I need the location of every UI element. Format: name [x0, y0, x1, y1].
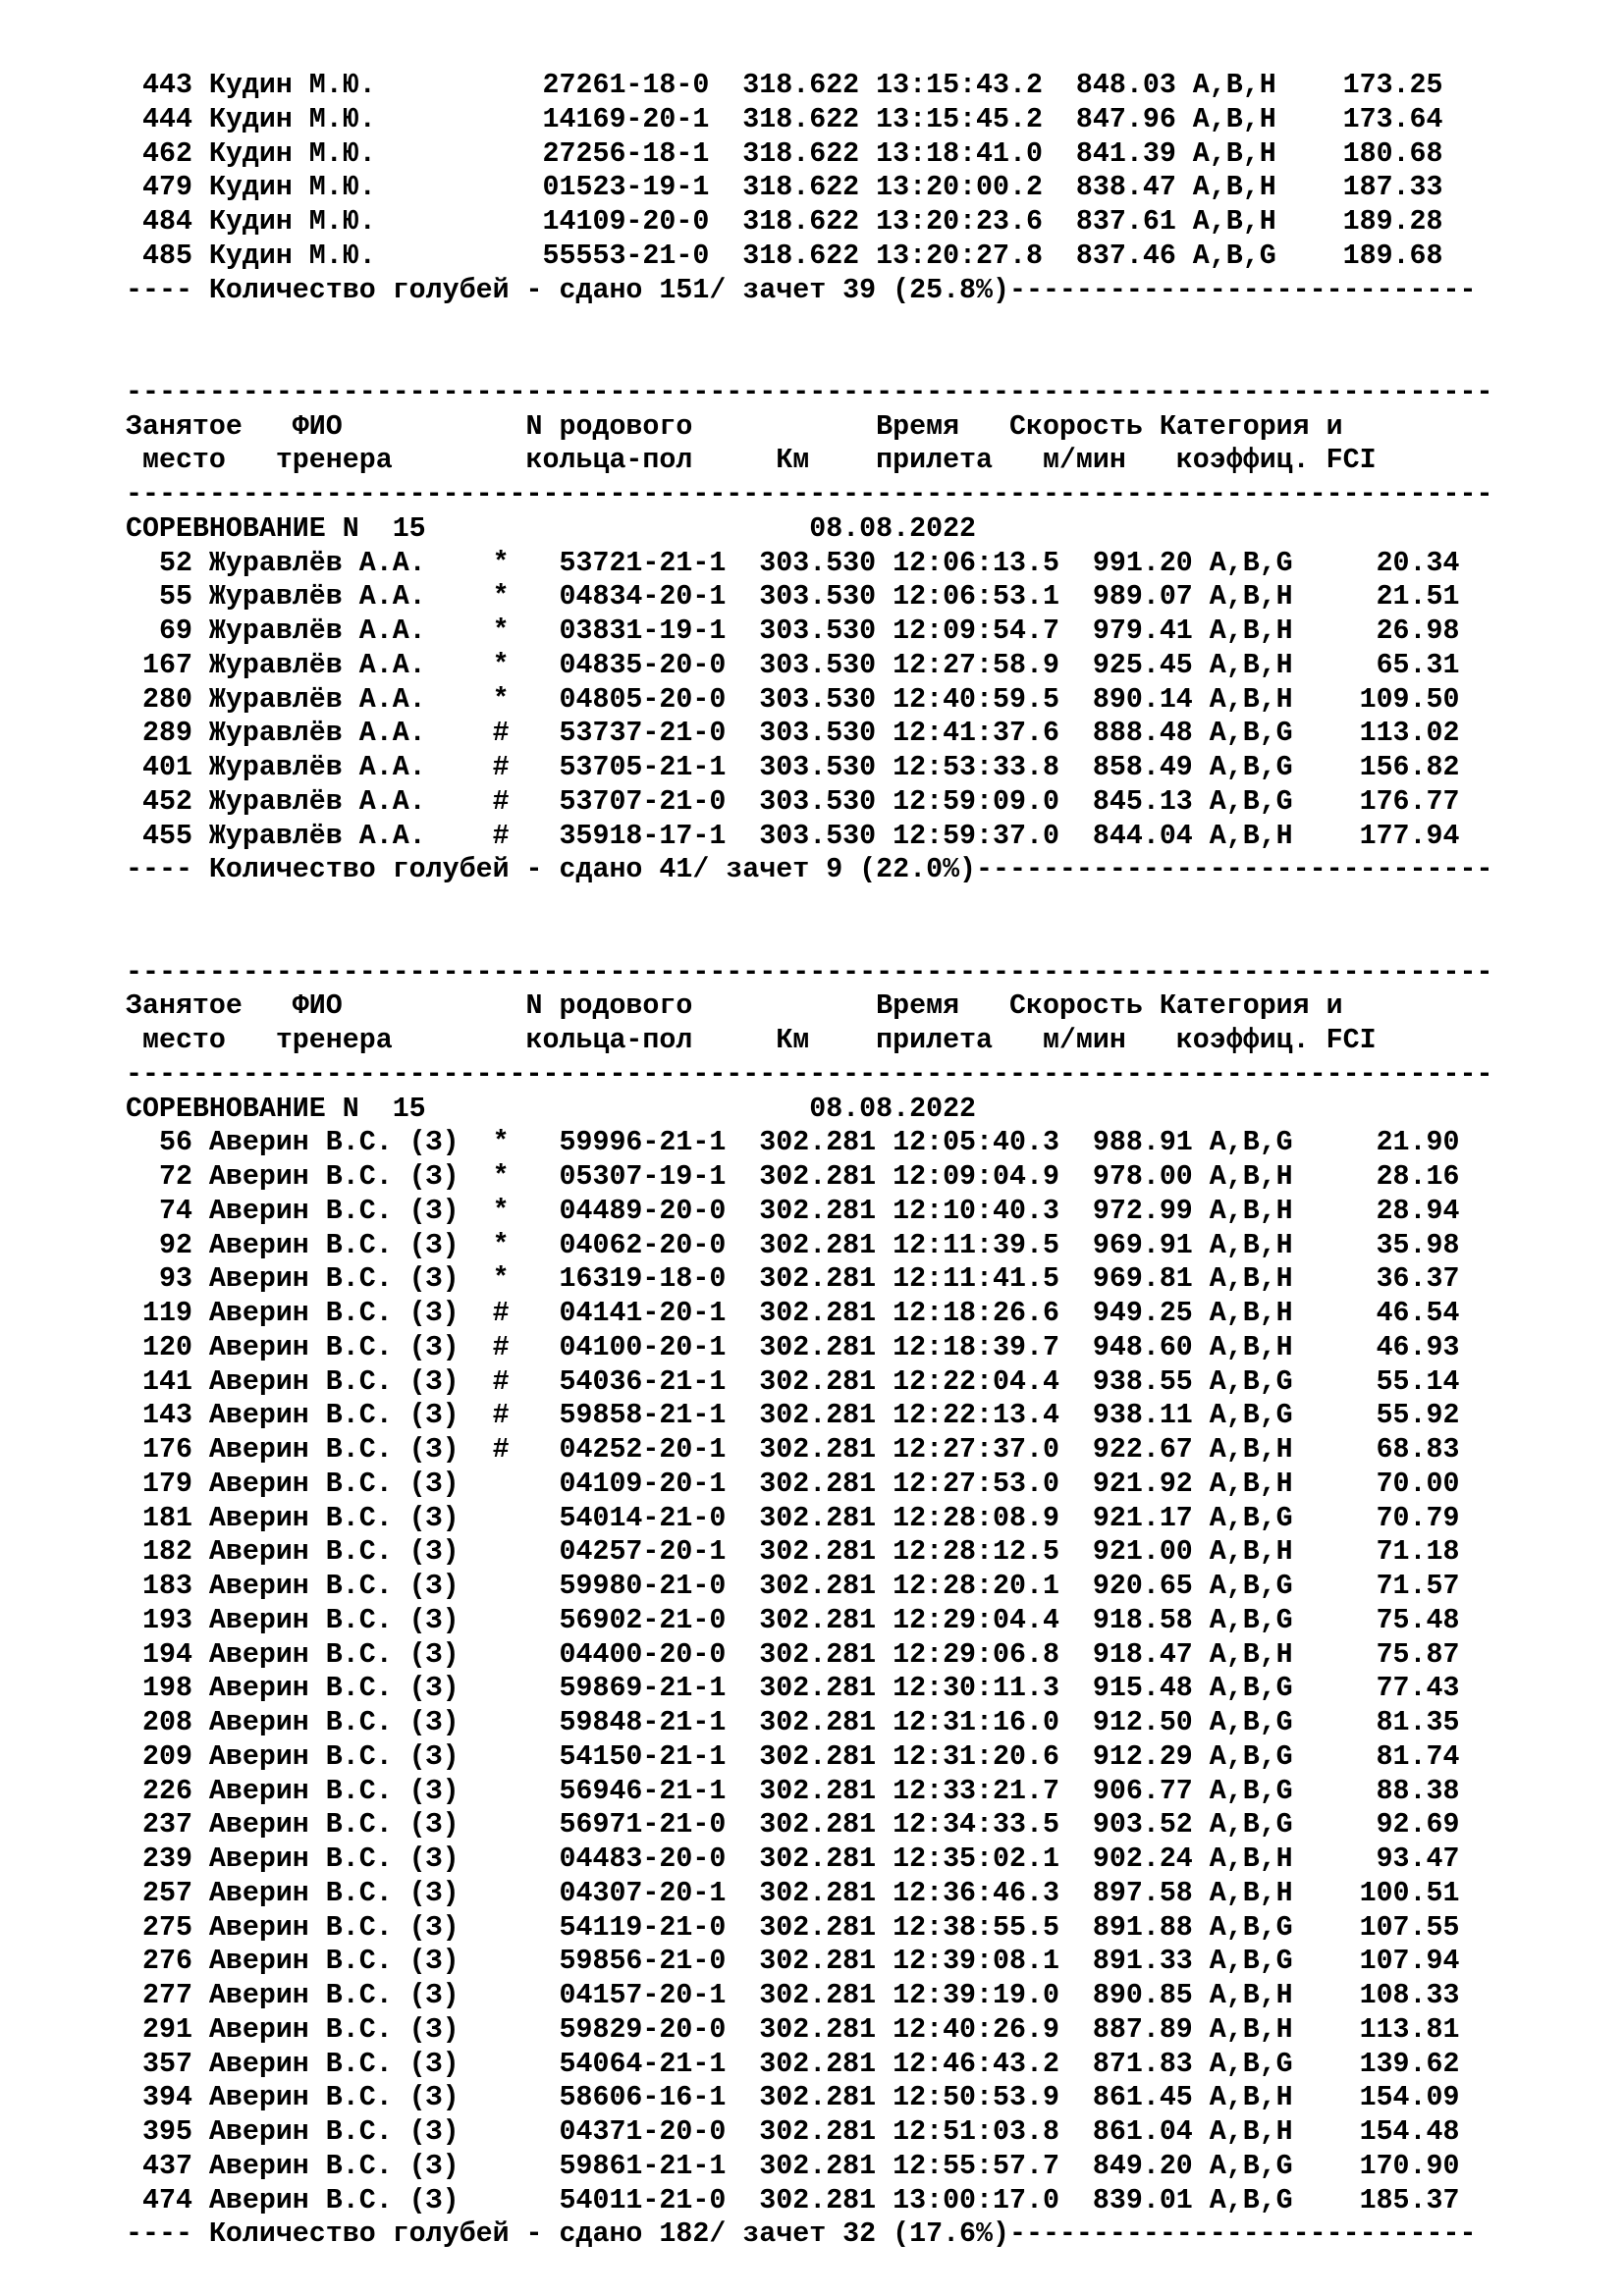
competition-title: СОРЕВНОВАНИЕ N 15 08.08.2022 [126, 1093, 977, 1125]
table-row: 479 Кудин М.Ю. 01523-19-1 318.622 13:20:00.2 838.47 A,B,H 187.33 [126, 172, 1443, 204]
competition-section [126, 69, 1598, 307]
table-row: 93 Аверин В.С. (З) * 16319-18-0 302.281 12:11:41.5 969.81 A,B,H 36.37 [126, 1263, 1460, 1296]
table-row: 182 Аверин В.С. (З) 04257-20-1 302.281 12:28:12.5 921.00 A,B,H 71.18 [126, 1536, 1460, 1569]
table-row: 183 Аверин В.С. (З) 59980-21-0 302.281 12:28:20.1 920.65 A,B,G 71.57 [126, 1571, 1460, 1602]
table-row: 120 Аверин В.С. (З) # 04100-20-1 302.281 12:18:39.7 948.60 A,B,H 46.93 [126, 1331, 1460, 1363]
blank-line [126, 887, 1598, 922]
table-row: 239 Аверин В.С. (З) 04483-20-0 302.281 12:35:02.1 902.24 A,B,H 93.47 [126, 1843, 1460, 1875]
table-row: 237 Аверин В.С. (З) 56971-21-0 302.281 12:34:33.5 903.52 A,B,G 92.69 [126, 1809, 1460, 1842]
table-row: 167 Журавлёв А.А. * 04835-20-0 303.530 12:27:58.9 925.45 A,B,H 65.31 [126, 649, 1460, 681]
blank-line [126, 342, 1598, 376]
table-row: 395 Аверин В.С. (З) 04371-20-0 302.281 12:51:03.8 861.04 A,B,H 154.48 [126, 2116, 1460, 2148]
separator-line: ---------------------------------------------------------------------------------- [126, 479, 1493, 510]
table-header-line: Занятое ФИО N родового Время Скорость Категория и [126, 990, 1343, 1023]
table-row: 56 Аверин В.С. (З) * 59996-21-1 302.281 12:05:40.3 988.91 A,B,G 21.90 [126, 1127, 1460, 1159]
table-row: 52 Журавлёв А.А. * 53721-21-1 303.530 12:06:13.5 991.20 A,B,G 20.34 [126, 547, 1460, 579]
table-row: 119 Аверин В.С. (З) # 04141-20-1 302.281 12:18:26.6 949.25 A,B,H 46.54 [126, 1298, 1460, 1329]
table-row: 176 Аверин В.С. (З) # 04252-20-1 302.281 12:27:37.0 922.67 A,B,H 68.83 [126, 1434, 1460, 1466]
table-row: 143 Аверин В.С. (З) # 59858-21-1 302.281 12:22:13.4 938.11 A,B,G 55.92 [126, 1400, 1460, 1432]
table-row: 474 Аверин В.С. (З) 54011-21-0 302.281 13:00:17.0 839.01 A,B,G 185.37 [126, 2184, 1460, 2216]
table-row: 485 Кудин М.Ю. 55553-21-0 318.622 13:20:27.8 837.46 A,B,G 189.68 [126, 240, 1443, 272]
table-row: 181 Аверин В.С. (З) 54014-21-0 302.281 12:28:08.9 921.17 A,B,G 70.79 [126, 1502, 1460, 1534]
table-header-line: место тренера кольца-пол Км прилета м/мин коэффиц. FCI [126, 445, 1377, 477]
table-row: 455 Журавлёв А.А. # 35918-17-1 303.530 12:59:37.0 844.04 A,B,H 177.94 [126, 820, 1460, 852]
table-row: 55 Журавлёв А.А. * 04834-20-1 303.530 12:06:53.1 989.07 A,B,H 21.51 [126, 581, 1460, 614]
summary-line: ---- Количество голубей - сдано 151/ зачет 39 (25.8%)---------------------------- [126, 274, 1477, 306]
summary-line: ---- Количество голубей - сдано 182/ зачет 32 (17.6%)---------------------------- [126, 2218, 1477, 2251]
table-row: 194 Аверин В.С. (З) 04400-20-0 302.281 12:29:06.8 918.47 A,B,H 75.87 [126, 1638, 1460, 1671]
table-row: 357 Аверин В.С. (З) 54064-21-1 302.281 12:46:43.2 871.83 A,B,G 139.62 [126, 2048, 1460, 2080]
table-row: 141 Аверин В.С. (З) # 54036-21-1 302.281 12:22:04.4 938.55 A,B,G 55.14 [126, 1365, 1460, 1398]
separator-line: ---------------------------------------------------------------------------------- [126, 1058, 1493, 1091]
table-row: 208 Аверин В.С. (З) 59848-21-1 302.281 12:31:16.0 912.50 A,B,G 81.35 [126, 1707, 1460, 1738]
table-header-line: Занятое ФИО N родового Время Скорость Категория и [126, 410, 1343, 443]
results-report [126, 69, 1598, 2252]
table-row: 209 Аверин В.С. (З) 54150-21-1 302.281 12:31:20.6 912.29 A,B,G 81.74 [126, 1740, 1460, 1773]
table-row: 443 Кудин М.Ю. 27261-18-0 318.622 13:15:43.2 848.03 A,B,H 173.25 [126, 70, 1443, 101]
separator-line: ---------------------------------------------------------------------------------- [126, 956, 1493, 988]
table-row: 394 Аверин В.С. (З) 58606-16-1 302.281 12:50:53.9 861.45 A,B,H 154.09 [126, 2082, 1460, 2114]
competition-section [126, 887, 1598, 2252]
table-row: 69 Журавлёв А.А. * 03831-19-1 303.530 12:09:54.7 979.41 A,B,H 26.98 [126, 615, 1460, 647]
table-row: 291 Аверин В.С. (З) 59829-20-0 302.281 12:40:26.9 887.89 A,B,H 113.81 [126, 2013, 1460, 2046]
competition-section [126, 307, 1598, 887]
table-row: 444 Кудин М.Ю. 14169-20-1 318.622 13:15:45.2 847.96 A,B,H 173.64 [126, 103, 1443, 135]
table-header-line: место тренера кольца-пол Км прилета м/мин коэффиц. FCI [126, 1025, 1377, 1056]
blank-line [126, 922, 1598, 956]
separator-line: ---------------------------------------------------------------------------------- [126, 376, 1493, 408]
table-row: 484 Кудин М.Ю. 14109-20-0 318.622 13:20:23.6 837.61 A,B,H 189.28 [126, 206, 1443, 238]
competition-title: СОРЕВНОВАНИЕ N 15 08.08.2022 [126, 512, 977, 545]
table-row: 452 Журавлёв А.А. # 53707-21-0 303.530 12:59:09.0 845.13 A,B,G 176.77 [126, 785, 1460, 818]
table-row: 437 Аверин В.С. (З) 59861-21-1 302.281 12:55:57.7 849.20 A,B,G 170.90 [126, 2150, 1460, 2182]
table-row: 179 Аверин В.С. (З) 04109-20-1 302.281 12:27:53.0 921.92 A,B,H 70.00 [126, 1468, 1460, 1500]
summary-line: ---- Количество голубей - сдано 41/ зачет 9 (22.0%)------------------------------- [126, 854, 1493, 886]
table-row: 226 Аверин В.С. (З) 56946-21-1 302.281 12:33:21.7 906.77 A,B,G 88.38 [126, 1775, 1460, 1807]
table-row: 289 Журавлёв А.А. # 53737-21-0 303.530 12:41:37.6 888.48 A,B,G 113.02 [126, 718, 1460, 750]
table-row: 280 Журавлёв А.А. * 04805-20-0 303.530 12:40:59.5 890.14 A,B,H 109.50 [126, 683, 1460, 716]
table-row: 193 Аверин В.С. (З) 56902-21-0 302.281 12:29:04.4 918.58 A,B,G 75.48 [126, 1604, 1460, 1636]
table-row: 198 Аверин В.С. (З) 59869-21-1 302.281 12:30:11.3 915.48 A,B,G 77.43 [126, 1673, 1460, 1705]
table-row: 74 Аверин В.С. (З) * 04489-20-0 302.281 12:10:40.3 972.99 A,B,H 28.94 [126, 1195, 1460, 1227]
table-row: 257 Аверин В.С. (З) 04307-20-1 302.281 12:36:46.3 897.58 A,B,H 100.51 [126, 1877, 1460, 1909]
table-row: 276 Аверин В.С. (З) 59856-21-0 302.281 12:39:08.1 891.33 A,B,G 107.94 [126, 1946, 1460, 1978]
table-row: 277 Аверин В.С. (З) 04157-20-1 302.281 12:39:19.0 890.85 A,B,H 108.33 [126, 1980, 1460, 2011]
table-row: 92 Аверин В.С. (З) * 04062-20-0 302.281 12:11:39.5 969.91 A,B,H 35.98 [126, 1229, 1460, 1261]
table-row: 275 Аверин В.С. (З) 54119-21-0 302.281 12:38:55.5 891.88 A,B,G 107.55 [126, 1911, 1460, 1944]
blank-line [126, 307, 1598, 342]
table-row: 462 Кудин М.Ю. 27256-18-1 318.622 13:18:41.0 841.39 A,B,H 180.68 [126, 137, 1443, 170]
table-row: 72 Аверин В.С. (З) * 05307-19-1 302.281 12:09:04.9 978.00 A,B,H 28.16 [126, 1161, 1460, 1193]
table-row: 401 Журавлёв А.А. # 53705-21-1 303.530 12:53:33.8 858.49 A,B,G 156.82 [126, 752, 1460, 783]
